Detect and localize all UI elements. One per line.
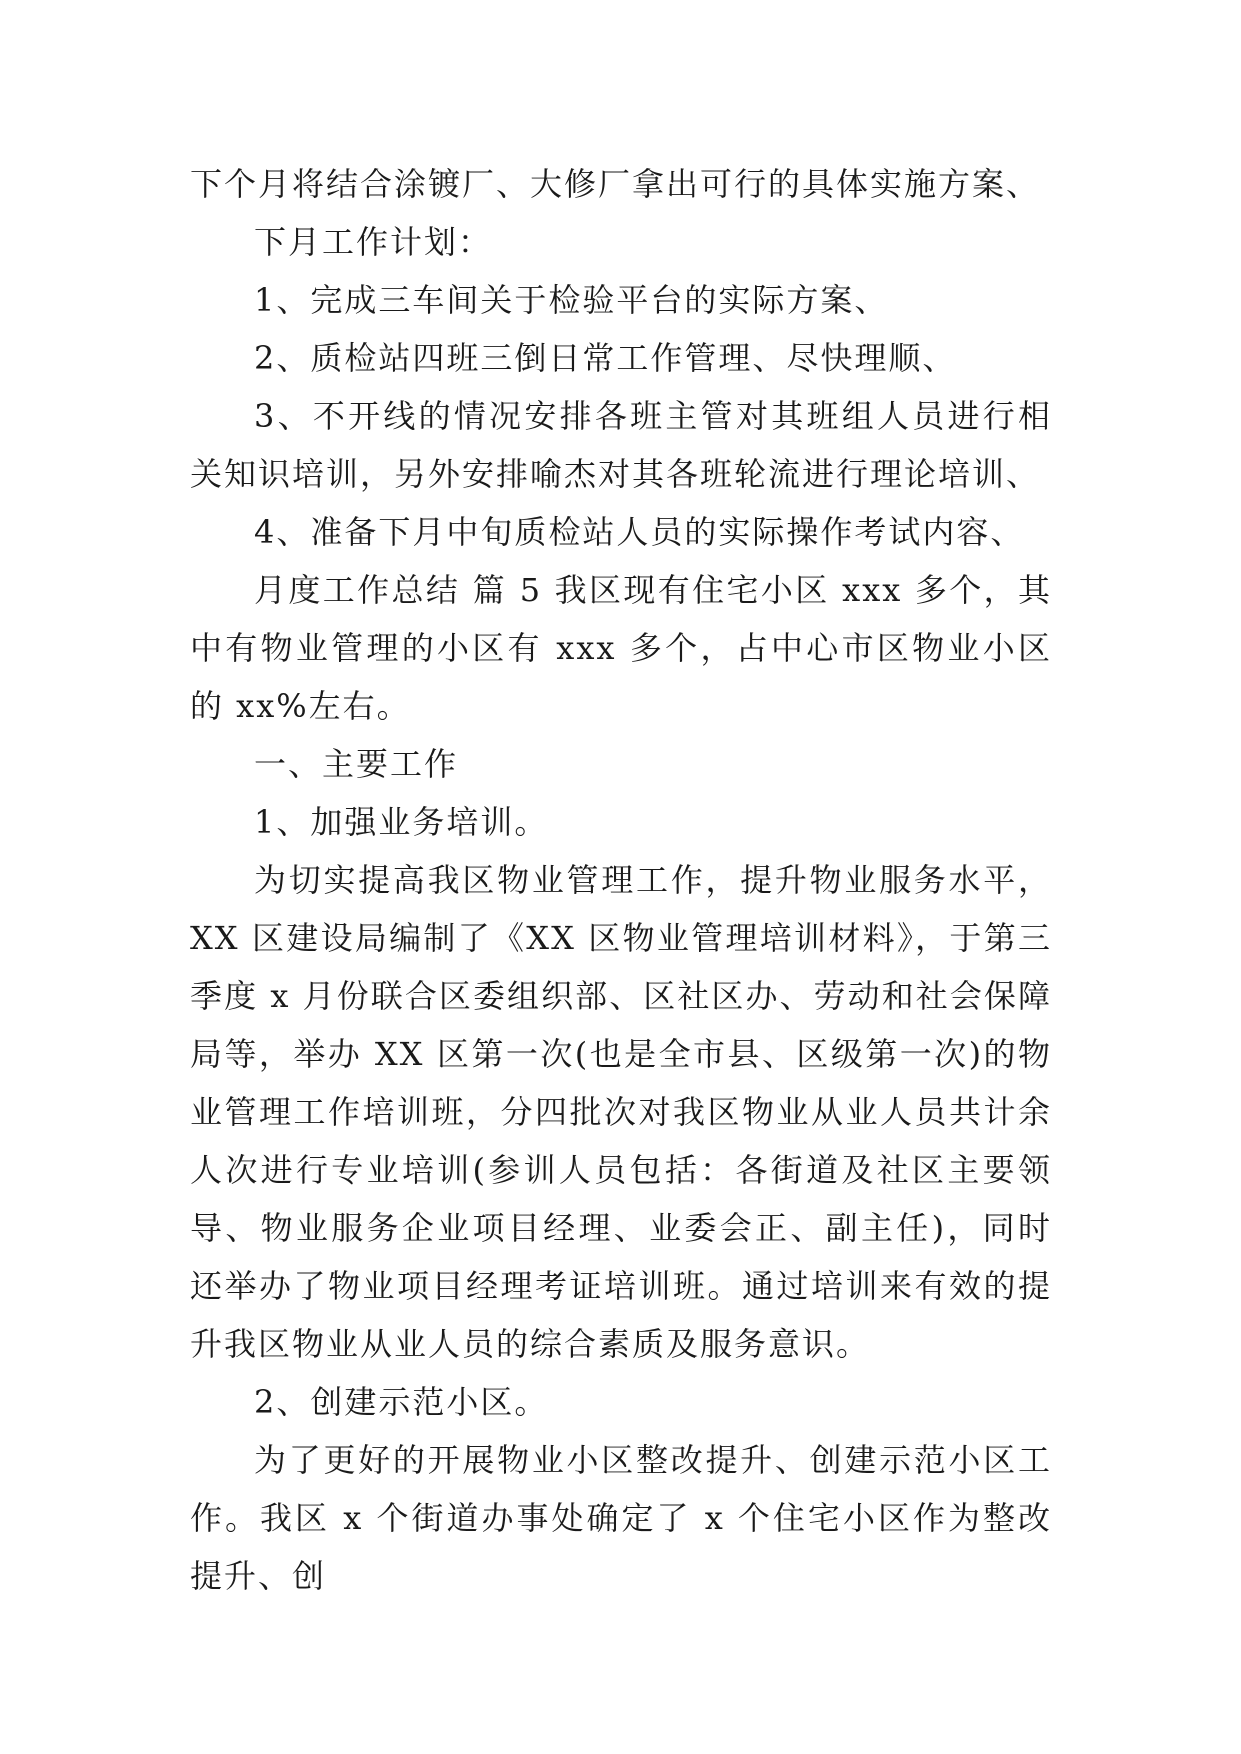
paragraph-training-heading: 1、加强业务培训。 [254,803,549,841]
paragraph-plan-item-2: 2、质检站四班三倒日常工作管理、尽快理顺、 [254,339,957,377]
paragraph-main-work-heading: 一、主要工作 [254,745,459,783]
paragraph-next-month-plan-heading: 下月工作计划： [254,223,493,261]
paragraph-model-community-heading: 2、创建示范小区。 [254,1383,549,1421]
paragraph-summary-intro: 月度工作总结 篇 5 我区现有住宅小区 xxx 多个，其中有物业管理的小区有 xxx 多个，占中心市区物业小区的 xx%左右。 [190,571,1052,725]
document-body [190,155,1052,1605]
paragraph-continuation: 下个月将结合涂镀厂、大修厂拿出可行的具体实施方案、 [190,165,1041,203]
paragraph-training-body: 为切实提高我区物业管理工作，提升物业服务水平，XX 区建设局编制了《XX 区物业管理培训材料》，于第三季度 x 月份联合区委组织部、区社区办、劳动和社会保障局等，举办 XX 区第一次(也是全市县、区级第一次)的物业管理工作培训班，分四批次对我区物业从业人员共计余人次进行专业培训(参训人员包括：各街道及社区主要领导、物业服务企业项目经理、业委会正、副主任)，同时还举办了物业项目经理考证培训班。通过培训来有效的提升我区物业从业人员的综合素质及服务意识。 [190,861,1052,1363]
paragraph-plan-item-1: 1、完成三车间关于检验平台的实际方案、 [254,281,889,319]
paragraph-plan-item-4: 4、准备下月中旬质检站人员的实际操作考试内容、 [254,513,1025,551]
paragraph-plan-item-3: 3、不开线的情况安排各班主管对其班组人员进行相关知识培训，另外安排喻杰对其各班轮流进行理论培训、 [190,397,1052,493]
paragraph-model-community-body: 为了更好的开展物业小区整改提升、创建示范小区工作。我区 x 个街道办事处确定了 x 个住宅小区作为整改提升、创 [190,1441,1052,1595]
